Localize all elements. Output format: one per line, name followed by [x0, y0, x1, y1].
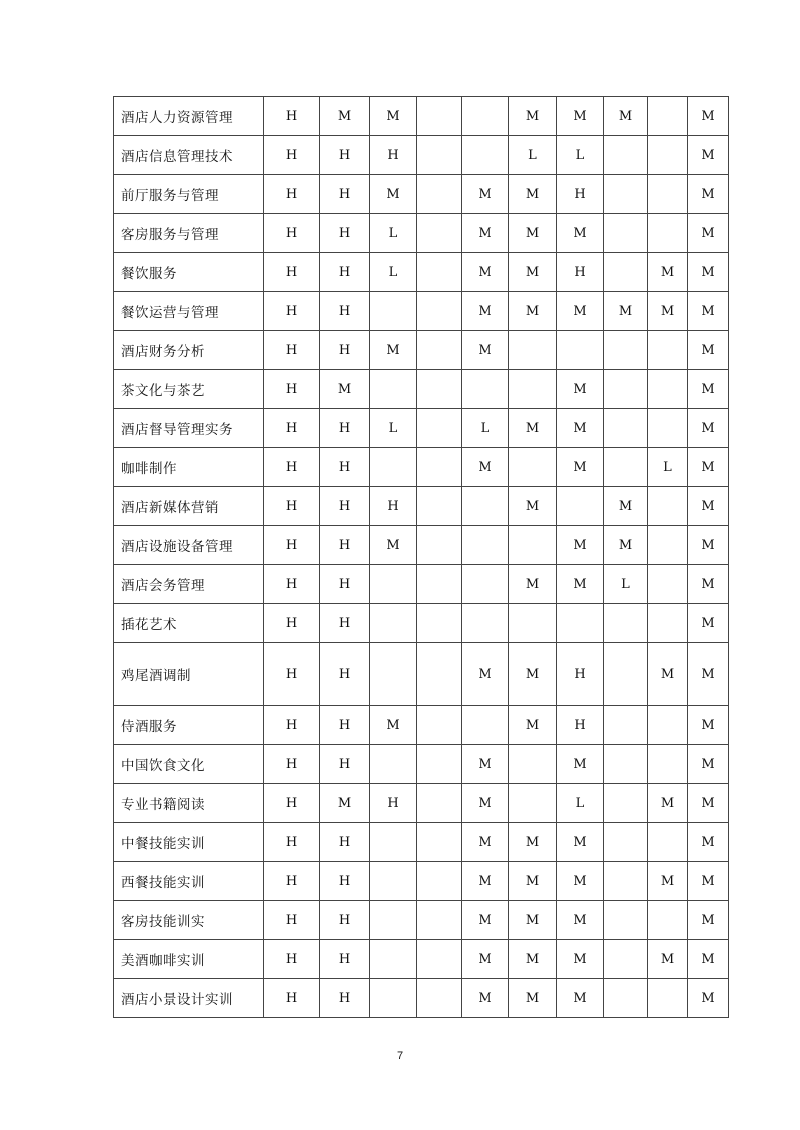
course-name-cell: 酒店设施设备管理 [114, 526, 264, 565]
level-cell [417, 292, 462, 331]
level-cell: M [688, 745, 729, 784]
course-name-cell: 中餐技能实训 [114, 823, 264, 862]
level-cell: H [264, 901, 320, 940]
level-cell: H [320, 643, 370, 706]
level-cell [648, 97, 688, 136]
level-cell: M [557, 940, 604, 979]
level-cell: L [604, 565, 648, 604]
level-cell: H [264, 409, 320, 448]
level-cell: M [557, 565, 604, 604]
level-cell [417, 940, 462, 979]
level-cell: M [509, 979, 557, 1018]
level-cell [417, 214, 462, 253]
table-row [114, 370, 729, 409]
level-cell: H [370, 487, 417, 526]
level-cell [462, 136, 509, 175]
level-cell [648, 331, 688, 370]
level-cell: H [320, 448, 370, 487]
level-cell [417, 409, 462, 448]
level-cell: H [320, 214, 370, 253]
level-cell [417, 370, 462, 409]
level-cell [604, 409, 648, 448]
level-cell [604, 448, 648, 487]
page-number: 7 [396, 1050, 404, 1062]
level-cell: M [557, 97, 604, 136]
level-cell [509, 448, 557, 487]
level-cell: M [462, 784, 509, 823]
level-cell: M [370, 97, 417, 136]
course-name-cell: 酒店人力资源管理 [114, 97, 264, 136]
level-cell: M [320, 97, 370, 136]
level-cell: M [604, 97, 648, 136]
level-cell: M [688, 448, 729, 487]
table-row [114, 784, 729, 823]
level-cell [417, 979, 462, 1018]
level-cell: H [264, 604, 320, 643]
level-cell: M [509, 901, 557, 940]
course-name-cell: 酒店财务分析 [114, 331, 264, 370]
level-cell [648, 901, 688, 940]
level-cell [462, 370, 509, 409]
level-cell: H [264, 136, 320, 175]
level-cell [557, 604, 604, 643]
level-cell [417, 253, 462, 292]
level-cell: M [557, 448, 604, 487]
level-cell: M [557, 526, 604, 565]
table-row [114, 253, 729, 292]
level-cell [648, 979, 688, 1018]
level-cell: M [462, 901, 509, 940]
level-cell: H [320, 136, 370, 175]
level-cell [417, 448, 462, 487]
level-cell: H [264, 97, 320, 136]
level-cell: H [557, 643, 604, 706]
level-cell [417, 565, 462, 604]
level-cell [509, 526, 557, 565]
level-cell: M [648, 292, 688, 331]
level-cell: M [688, 97, 729, 136]
level-cell: L [370, 409, 417, 448]
level-cell: M [462, 823, 509, 862]
level-cell: M [462, 643, 509, 706]
table-row [114, 745, 729, 784]
level-cell [509, 745, 557, 784]
level-cell [417, 487, 462, 526]
level-cell: M [462, 745, 509, 784]
level-cell [604, 331, 648, 370]
level-cell: H [320, 526, 370, 565]
level-cell: M [462, 214, 509, 253]
level-cell [604, 784, 648, 823]
level-cell: M [688, 604, 729, 643]
level-cell: M [688, 526, 729, 565]
level-cell: M [557, 979, 604, 1018]
level-cell: H [320, 487, 370, 526]
level-cell: H [264, 745, 320, 784]
level-cell [417, 901, 462, 940]
level-cell [509, 784, 557, 823]
level-cell [370, 643, 417, 706]
level-cell: M [688, 565, 729, 604]
level-cell: M [370, 331, 417, 370]
level-cell: M [370, 706, 417, 745]
table-row [114, 175, 729, 214]
level-cell: M [509, 940, 557, 979]
level-cell [604, 823, 648, 862]
level-cell: H [320, 565, 370, 604]
level-cell [604, 370, 648, 409]
level-cell [370, 745, 417, 784]
course-name-cell: 酒店督导管理实务 [114, 409, 264, 448]
level-cell [648, 175, 688, 214]
level-cell: M [604, 292, 648, 331]
level-cell [417, 331, 462, 370]
level-cell [417, 136, 462, 175]
level-cell: M [557, 823, 604, 862]
table-row [114, 823, 729, 862]
level-cell: M [688, 940, 729, 979]
level-cell: L [462, 409, 509, 448]
table-row [114, 487, 729, 526]
level-cell: M [688, 409, 729, 448]
level-cell: M [462, 940, 509, 979]
level-cell: M [688, 706, 729, 745]
table-row [114, 901, 729, 940]
level-cell [370, 940, 417, 979]
level-cell [462, 706, 509, 745]
level-cell: M [320, 370, 370, 409]
level-cell: H [320, 604, 370, 643]
level-cell: M [509, 292, 557, 331]
level-cell: H [264, 940, 320, 979]
level-cell [604, 979, 648, 1018]
course-name-cell: 酒店会务管理 [114, 565, 264, 604]
level-cell [604, 745, 648, 784]
level-cell: M [557, 370, 604, 409]
course-name-cell: 美酒咖啡实训 [114, 940, 264, 979]
course-name-cell: 侍酒服务 [114, 706, 264, 745]
level-cell [417, 643, 462, 706]
course-name-cell: 中国饮食文化 [114, 745, 264, 784]
table-row [114, 214, 729, 253]
level-cell: H [264, 979, 320, 1018]
level-cell: H [320, 292, 370, 331]
level-cell [648, 136, 688, 175]
level-cell: M [688, 292, 729, 331]
level-cell: L [557, 136, 604, 175]
table-row [114, 862, 729, 901]
level-cell: M [557, 214, 604, 253]
course-name-cell: 酒店小景设计实训 [114, 979, 264, 1018]
table-row [114, 409, 729, 448]
level-cell [370, 448, 417, 487]
level-cell: M [688, 901, 729, 940]
level-cell: M [509, 409, 557, 448]
level-cell: H [320, 706, 370, 745]
level-cell [509, 331, 557, 370]
level-cell: H [264, 448, 320, 487]
level-cell: M [509, 253, 557, 292]
level-cell [417, 823, 462, 862]
table-row [114, 136, 729, 175]
level-cell: M [688, 253, 729, 292]
level-cell [648, 370, 688, 409]
course-name-cell: 咖啡制作 [114, 448, 264, 487]
level-cell: H [557, 175, 604, 214]
course-name-cell: 前厅服务与管理 [114, 175, 264, 214]
level-cell [509, 370, 557, 409]
level-cell: M [688, 979, 729, 1018]
level-cell [370, 862, 417, 901]
level-cell [462, 487, 509, 526]
level-cell [370, 292, 417, 331]
table-row [114, 565, 729, 604]
level-cell: H [264, 784, 320, 823]
level-cell: H [320, 979, 370, 1018]
course-name-cell: 客房服务与管理 [114, 214, 264, 253]
level-cell: M [509, 823, 557, 862]
level-cell: M [509, 706, 557, 745]
level-cell: M [370, 526, 417, 565]
level-cell [604, 901, 648, 940]
level-cell: M [688, 784, 729, 823]
level-cell: M [688, 370, 729, 409]
course-name-cell: 客房技能训实 [114, 901, 264, 940]
level-cell: M [688, 862, 729, 901]
matrix-body [114, 97, 729, 1018]
level-cell: M [509, 487, 557, 526]
level-cell: M [557, 409, 604, 448]
level-cell [462, 604, 509, 643]
level-cell: M [648, 940, 688, 979]
level-cell: M [462, 292, 509, 331]
level-cell [417, 175, 462, 214]
level-cell [370, 565, 417, 604]
level-cell: M [648, 862, 688, 901]
level-cell: H [264, 292, 320, 331]
level-cell: M [688, 175, 729, 214]
level-cell: M [509, 97, 557, 136]
course-name-cell: 西餐技能实训 [114, 862, 264, 901]
level-cell: M [320, 784, 370, 823]
level-cell: M [688, 331, 729, 370]
level-cell [648, 604, 688, 643]
table-row [114, 643, 729, 706]
course-name-cell: 餐饮服务 [114, 253, 264, 292]
level-cell [648, 409, 688, 448]
table-row [114, 448, 729, 487]
level-cell [604, 706, 648, 745]
level-cell [604, 940, 648, 979]
table-row [114, 331, 729, 370]
course-name-cell: 酒店新媒体营销 [114, 487, 264, 526]
level-cell: M [462, 448, 509, 487]
table-row [114, 940, 729, 979]
level-cell: M [462, 175, 509, 214]
course-name-cell: 插花艺术 [114, 604, 264, 643]
level-cell [370, 604, 417, 643]
level-cell: H [264, 526, 320, 565]
level-cell [648, 706, 688, 745]
level-cell [370, 901, 417, 940]
course-name-cell: 餐饮运营与管理 [114, 292, 264, 331]
course-name-cell: 鸡尾酒调制 [114, 643, 264, 706]
level-cell: H [320, 331, 370, 370]
level-cell: M [462, 253, 509, 292]
level-cell: M [557, 745, 604, 784]
level-cell: H [370, 136, 417, 175]
level-cell: M [509, 565, 557, 604]
level-cell: M [462, 331, 509, 370]
level-cell [648, 526, 688, 565]
level-cell [417, 745, 462, 784]
level-cell: M [688, 136, 729, 175]
level-cell: H [320, 940, 370, 979]
table-row [114, 526, 729, 565]
level-cell: L [648, 448, 688, 487]
level-cell [557, 331, 604, 370]
level-cell [604, 136, 648, 175]
level-cell [417, 784, 462, 823]
level-cell: H [264, 643, 320, 706]
level-cell: L [370, 253, 417, 292]
level-cell [648, 214, 688, 253]
level-cell: H [264, 214, 320, 253]
level-cell [604, 604, 648, 643]
table-row [114, 604, 729, 643]
level-cell [604, 175, 648, 214]
level-cell: M [688, 214, 729, 253]
level-cell: H [264, 862, 320, 901]
level-cell: H [264, 487, 320, 526]
course-name-cell: 酒店信息管理技术 [114, 136, 264, 175]
level-cell: M [604, 487, 648, 526]
level-cell [604, 253, 648, 292]
level-cell: L [509, 136, 557, 175]
level-cell [417, 97, 462, 136]
level-cell [648, 745, 688, 784]
level-cell: M [557, 862, 604, 901]
level-cell: H [320, 745, 370, 784]
course-competency-matrix [113, 96, 729, 1018]
level-cell [417, 862, 462, 901]
level-cell: M [648, 643, 688, 706]
level-cell [604, 862, 648, 901]
level-cell [417, 706, 462, 745]
level-cell: M [462, 979, 509, 1018]
level-cell [370, 979, 417, 1018]
level-cell [462, 565, 509, 604]
level-cell: M [688, 487, 729, 526]
level-cell: H [557, 253, 604, 292]
level-cell [370, 823, 417, 862]
level-cell [417, 604, 462, 643]
level-cell: H [264, 253, 320, 292]
level-cell: H [557, 706, 604, 745]
table-row [114, 706, 729, 745]
level-cell: H [264, 175, 320, 214]
course-name-cell: 专业书籍阅读 [114, 784, 264, 823]
level-cell [509, 604, 557, 643]
level-cell [370, 370, 417, 409]
level-cell [648, 487, 688, 526]
level-cell: H [264, 370, 320, 409]
level-cell [604, 214, 648, 253]
level-cell: H [264, 706, 320, 745]
level-cell: M [557, 292, 604, 331]
level-cell [648, 823, 688, 862]
level-cell: H [320, 175, 370, 214]
level-cell: H [320, 409, 370, 448]
level-cell: H [264, 331, 320, 370]
level-cell [648, 565, 688, 604]
level-cell: L [557, 784, 604, 823]
level-cell: H [264, 823, 320, 862]
level-cell [604, 643, 648, 706]
level-cell: H [264, 565, 320, 604]
level-cell [557, 487, 604, 526]
level-cell: M [688, 643, 729, 706]
level-cell [462, 526, 509, 565]
level-cell: M [509, 862, 557, 901]
level-cell [462, 97, 509, 136]
level-cell [417, 526, 462, 565]
table-row [114, 292, 729, 331]
level-cell: M [509, 214, 557, 253]
level-cell: M [557, 901, 604, 940]
level-cell: H [370, 784, 417, 823]
level-cell: M [688, 823, 729, 862]
table-row [114, 979, 729, 1018]
level-cell: M [648, 253, 688, 292]
level-cell: M [509, 175, 557, 214]
course-name-cell: 茶文化与茶艺 [114, 370, 264, 409]
table-row [114, 97, 729, 136]
level-cell: H [320, 823, 370, 862]
level-cell: L [370, 214, 417, 253]
level-cell: M [462, 862, 509, 901]
level-cell: H [320, 253, 370, 292]
level-cell: M [604, 526, 648, 565]
level-cell: H [320, 862, 370, 901]
level-cell: M [648, 784, 688, 823]
level-cell: M [370, 175, 417, 214]
level-cell: M [509, 643, 557, 706]
level-cell: H [320, 901, 370, 940]
